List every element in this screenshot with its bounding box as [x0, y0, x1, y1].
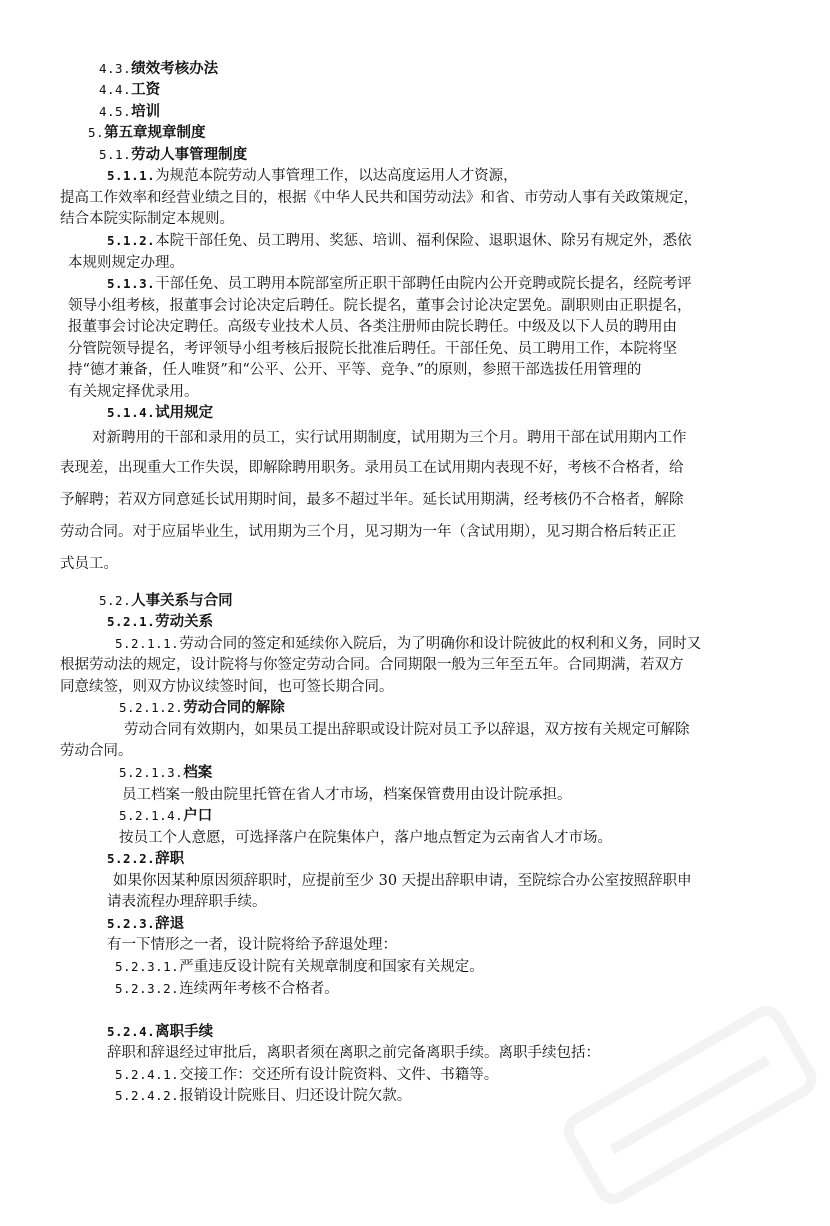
para-5-2-1-1-line2: 根据劳动法的规定，设计院将与你签定劳动合同。合同期限一般为三年至五年。合同期满，若双方: [60, 657, 684, 673]
para-5-1-3-line2: 领导小组考核，报董事会讨论决定后聘任。院长提名，董事会讨论决定罢免。副职则由正职提名，: [68, 298, 692, 314]
heading-5-2-1-2: 5.2.1.2.劳动合同的解除: [119, 699, 285, 716]
item-5-2-4-1: 5.2.4.1.交接工作：交还所有设计院资料、文件、书籍等。: [115, 1067, 499, 1083]
para-5-1-4-line2: 表现差，出现重大工作失误，即解除聘用职务。录用员工在试用期内表现不好，考核不合格者，给: [60, 460, 684, 476]
para-5-1-4-line5: 式员工。: [60, 556, 118, 572]
para-5-2-2-line2: 请表流程办理辞职手续。: [107, 894, 267, 910]
item-5-2-3-2: 5.2.3.2.连续两年考核不合格者。: [115, 981, 339, 997]
chapter-5-heading: 5.第五章规章制度: [88, 124, 206, 141]
para-5-2-1-1-line3: 同意续签，则双方协议续签时间，也可签长期合同。: [60, 679, 394, 695]
para-5-2-3: 有一下情形之一者，设计院将给予辞退处理：: [107, 937, 397, 953]
para-5-2-1-2-line2: 劳动合同。: [60, 743, 133, 759]
para-5-1-1-line3: 结合本院实际制定本规则。: [60, 211, 234, 227]
para-5-1-1-line1: 5.1.1.为规范本院劳动人事管理工作，以达高度运用人才资源，: [107, 168, 518, 184]
item-4-4: 4.4.工资: [99, 81, 161, 98]
para-5-1-2-line2: 本规则规定办理。: [68, 255, 184, 271]
para-5-1-3-line4: 分管院领导提名，考评领导小组考核后报院长批准后聘任。干部任免、员工聘用工作，本院将坚: [68, 341, 677, 357]
para-5-2-1-1-line1: 5.2.1.1.劳动合同的签定和延续你入院后，为了明确你和设计院彼此的权利和义务，同时又: [115, 636, 702, 652]
para-5-1-3-line1: 5.1.3.干部任免、员工聘用本院部室所正职干部聘任由院内公开竞聘或院长提名，经院考评: [107, 276, 692, 292]
para-5-2-1-3: 员工档案一般由院里托管在省人才市场，档案保管费用由设计院承担。: [122, 787, 572, 803]
section-5-1-heading: 5.1.劳动人事管理制度: [99, 146, 248, 163]
heading-5-2-1-4: 5.2.1.4.户口: [119, 807, 213, 824]
heading-5-2-4: 5.2.4.离职手续: [107, 1023, 214, 1040]
para-5-2-2-line1: 如果你因某种原因须辞职时，应提前至少 30 天提出辞职申请，至院综合办公室按照辞职申: [113, 873, 692, 889]
heading-5-2-2: 5.2.2.辞职: [107, 850, 185, 867]
item-4-5: 4.5.培训: [99, 103, 161, 120]
para-5-1-2-line1: 5.1.2.本院干部任免、员工聘用、奖惩、培训、福利保险、退职退休、除另有规定外，悉依: [107, 233, 692, 249]
item-5-2-4-2: 5.2.4.2.报销设计院账目、归还设计院欠款。: [115, 1088, 412, 1104]
para-5-2-1-2-line1: 劳动合同有效期内，如果员工提出辞职或设计院对员工予以辞退，双方按有关规定可解除: [124, 722, 690, 738]
item-4-3: 4.3.绩效考核办法: [99, 60, 219, 77]
item-5-2-3-1: 5.2.3.1.严重违反设计院有关规章制度和国家有关规定。: [115, 959, 484, 975]
para-5-1-3-line6: 有关规定择优录用。: [68, 384, 199, 400]
heading-5-2-1: 5.2.1.劳动关系: [107, 613, 214, 630]
para-5-2-4: 辞职和辞退经过审批后，离职者须在离职之前完备离职手续。离职手续包括：: [107, 1045, 600, 1061]
para-5-1-4-line4: 劳动合同。对于应届毕业生，试用期为三个月，见习期为一年（含试用期），见习期合格后转正正: [60, 524, 677, 540]
heading-5-2-3: 5.2.3.辞退: [107, 915, 185, 932]
para-5-1-4-line3: 予解聘；若双方同意延长试用期时间，最多不超过半年。延长试用期满，经考核仍不合格者，解除: [60, 492, 684, 508]
para-5-1-3-line5: 持“德才兼备，任人唯贤”和“公平、公开、平等、竞争、”的原则，参照干部选拔任用管理的: [68, 362, 642, 378]
heading-5-2-1-3: 5.2.1.3.档案: [119, 764, 213, 781]
para-5-1-4-line1: 对新聘用的干部和录用的员工，实行试用期制度，试用期为三个月。聘用干部在试用期内工作: [92, 430, 687, 446]
watermark-graphic: [545, 984, 830, 1226]
para-5-1-3-line3: 报董事会讨论决定聘任。高级专业技术人员、各类注册师由院长聘任。中级及以下人员的聘用由: [68, 319, 677, 335]
section-5-2-heading: 5.2.人事关系与合同: [99, 592, 233, 609]
heading-5-1-4: 5.1.4.试用规定: [107, 404, 214, 421]
para-5-1-1-line2: 提高工作效率和经营业绩之目的，根据《中华人民共和国劳动法》和省、市劳动人事有关政策规定，: [60, 190, 698, 206]
para-5-2-1-4: 按员工个人意愿，可选择落户在院集体户，落户地点暂定为云南省人才市场。: [119, 830, 612, 846]
